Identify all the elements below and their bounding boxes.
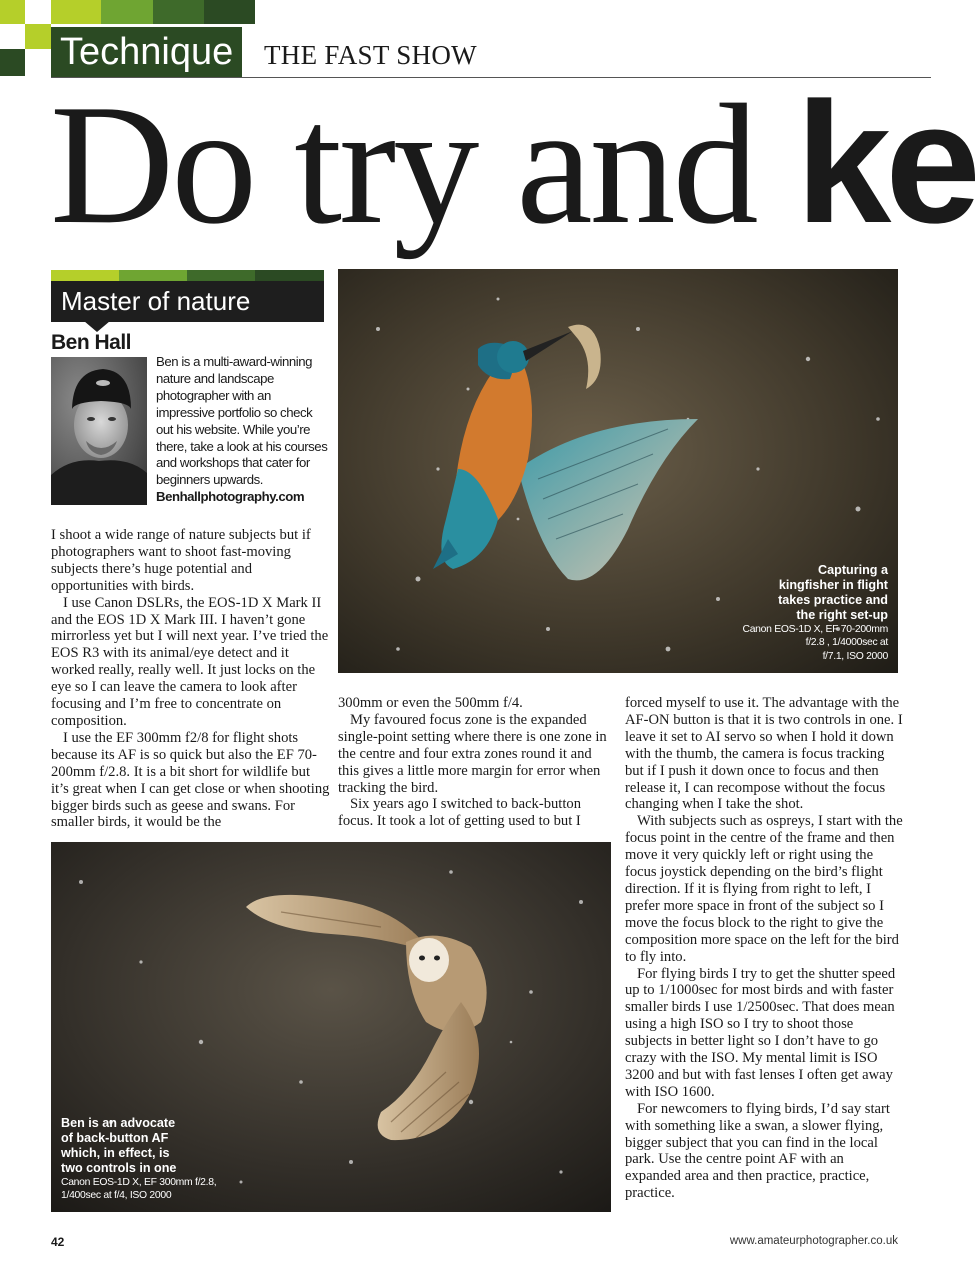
headline-bold: ke <box>795 67 975 259</box>
paragraph: For flying birds I try to get the shutter speed up to 1/1000sec for most birds and with faster smaller birds I use 1/2500sec. That does mean using a high ISO so I try to shoot those subjects in better light so I don’t have to go crazy with the ISO. My mental limit is ISO 3200 and but with fast lenses I often get away with ISO 1600. <box>625 965 896 1100</box>
caption-line: Capturing a <box>818 563 888 577</box>
sidebar-title: Master of nature <box>51 281 324 322</box>
author-name: Ben Hall <box>51 331 132 354</box>
body-column-1 <box>51 527 331 831</box>
sidebar-stripe-2 <box>119 270 187 281</box>
corner-block-1 <box>0 0 25 24</box>
barn-owl-caption <box>61 1116 216 1203</box>
caption-settings: 1/400sec at f/4, ISO 2000 <box>61 1190 172 1202</box>
kingfisher-caption <box>742 563 888 663</box>
caption-line: the right set-up <box>796 608 888 622</box>
headline <box>50 67 975 260</box>
corner-block-7 <box>0 49 25 76</box>
author-portrait <box>51 357 147 505</box>
sidebar-stripe-4 <box>255 270 324 281</box>
caption-line: Ben is an advocate <box>61 1116 176 1130</box>
caption-settings: Canon EOS-1D X, EF 70-200mm <box>742 624 888 635</box>
caption-line: two controls in one <box>61 1161 177 1175</box>
corner-block-3 <box>101 0 153 24</box>
paragraph: For newcomers to flying birds, I’d say start with something like a swan, a slower flying, bigger subject that you can find in the local park. Use the centre point AF with an expanded area and then practice, practice, practice. <box>625 1100 890 1202</box>
corner-block-4 <box>153 0 204 24</box>
author-bio <box>156 354 328 506</box>
corner-block-6 <box>25 24 51 49</box>
caption-settings: Canon EOS-1D X, EF 300mm f/2.8, <box>61 1177 217 1188</box>
sidebar-stripe-1 <box>51 270 119 281</box>
paragraph: 300mm or even the 500mm f/4. <box>338 695 523 711</box>
barn-owl-photo <box>51 842 611 1212</box>
caption-line: takes practice and <box>778 593 888 607</box>
caption-line: kingfisher in flight <box>778 578 888 592</box>
corner-block-2 <box>51 0 101 24</box>
bio-text: Ben is a multi-award-winning nature and landscape photographer with an impressive portfolio so check out his website. While you’re there, take a look at his courses and workshops that cater for beginners upwards. <box>156 354 328 488</box>
kingfisher-photo <box>338 269 898 673</box>
body-column-2 <box>338 695 610 830</box>
headline-light: Do try and <box>50 70 796 260</box>
section-subtitle: THE FAST SHOW <box>264 40 477 70</box>
footer-url[interactable]: www.amateurphotographer.co.uk <box>729 1235 898 1247</box>
paragraph: I shoot a wide range of nature subjects but if photographers want to shoot fast-moving subjects there’s huge potential and opportunities with birds. <box>51 527 311 594</box>
caption-line: of back-button AF <box>61 1131 169 1145</box>
paragraph: With subjects such as ospreys, I start with the focus point in the centre of the frame and then move it very quickly left or right using the focus joystick depending on the bird’s flight direction. If it is flying from right to left, I prefer more space in front of the subject so I move the focus block to the right to give the composition more space on the left for the bird to fly into. <box>625 813 903 965</box>
paragraph: I use Canon DSLRs, the EOS-1D X Mark II and the EOS 1D X Mark III. I haven’t gone mirrorless yet but I will next year. I’ve tried the EOS R3 with its animal/eye detect and it worked really, really well. It just locks on the eye so I can leave the camera to look after focusing and I’m free to concentrate on composition. <box>51 594 329 729</box>
corner-block-5 <box>204 0 255 24</box>
author-website: Benhallphotography.com <box>156 489 305 505</box>
page-number: 42 <box>51 1235 65 1249</box>
body-column-3 <box>625 695 903 1202</box>
paragraph: My favoured focus zone is the expanded single-point setting where there is one zone in the centre and four extra zones round it and this gives a little more margin for error when tracking the bird. <box>338 711 607 796</box>
paragraph: forced myself to use it. The advantage with the AF-ON button is that it is two controls in one. I leave it set to AI servo so when I hold it down with the thumb, the camera is focus tracking but if I push it down once to focus and then release it, I can recompose without the focus changing when I take the shot. <box>625 695 903 813</box>
sidebar-stripe-3 <box>187 270 255 281</box>
caption-settings: f/7.1, ISO 2000 <box>822 650 888 662</box>
paragraph: I use the EF 300mm f2/8 for flight shots because its AF is so quick but also the EF 70-200mm f/2.8. It is a bit short for wildlife but it’s great when I can get close or when shooting bigger birds such as geese and swans. For smaller birds, it would be the <box>51 729 330 831</box>
caption-settings: f/2.8 , 1/4000sec at <box>805 637 888 649</box>
caption-line: which, in effect, is <box>61 1146 170 1160</box>
section-label: Technique <box>51 27 242 77</box>
paragraph: Six years ago I switched to back-button focus. It took a lot of getting used to but I <box>338 796 582 830</box>
